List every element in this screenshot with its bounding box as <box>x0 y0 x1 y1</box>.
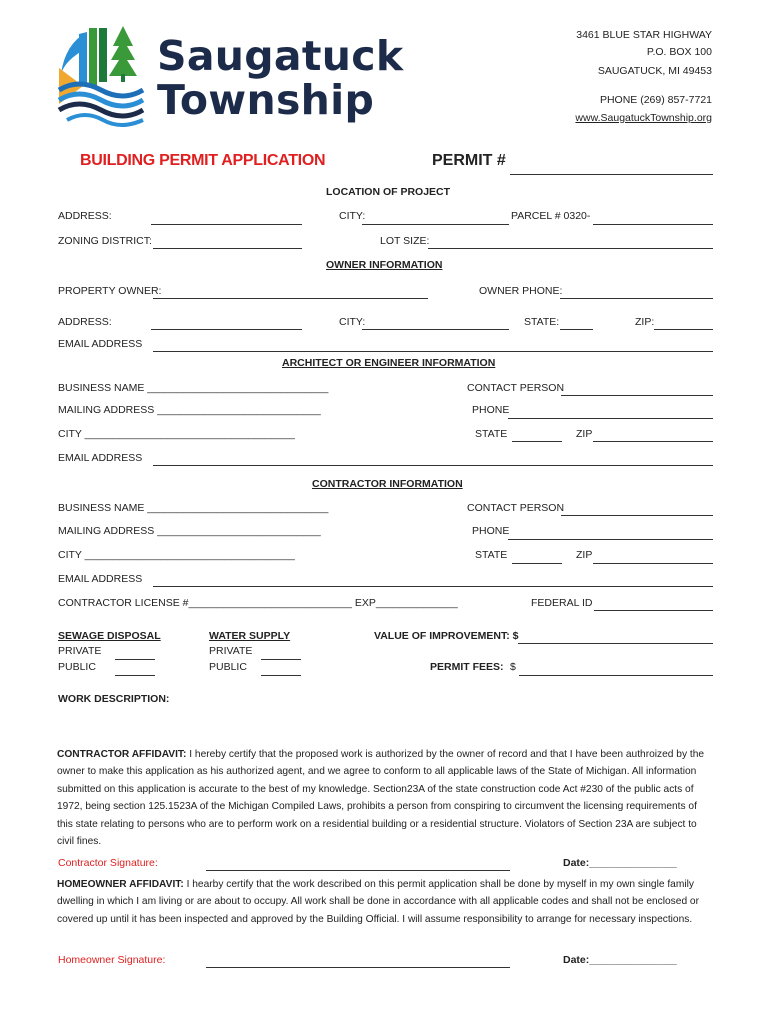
value-improvement-field[interactable] <box>518 643 713 644</box>
header-city-state: SAUGATUCK, MI 49453 <box>597 65 712 77</box>
water-heading: WATER SUPPLY <box>209 630 291 642</box>
owner-city-field[interactable] <box>362 329 509 330</box>
contractor-affidavit-text: I hereby certify that the proposed work is authorized by the owner of record and that I have been authroized by the owner to make this application as his authorized agent, and we agree to conform to all applicable laws of the State of Michigan. All information submitted on this application is accurate to the best of my knowledge. Section23A of the state construction code Act #230 of the public acts of 1972, being section 125.1523A of the Michigan Compiled Laws, prohibits a person from conspiring to circumvent the licensing requirements of this state relating to persons who are to perform work on a residential building or a residential structure. Violators of Section 23A are subject to civil fines. <box>57 749 705 848</box>
architect-business-name-field[interactable]: BUSINESS NAME _______________________________ <box>58 382 329 394</box>
township-logo-icon <box>57 24 145 128</box>
owner-address-field[interactable] <box>151 329 302 330</box>
owner-state-label: STATE: <box>524 316 560 328</box>
contractor-affidavit <box>57 746 713 850</box>
contractor-state-label: STATE <box>475 549 508 561</box>
contractor-signature-field[interactable] <box>206 870 510 871</box>
architect-phone-field[interactable] <box>508 418 713 419</box>
architect-phone-label: PHONE <box>472 404 510 416</box>
lot-size-label: LOT SIZE: <box>380 235 430 247</box>
sewage-heading: SEWAGE DISPOSAL <box>58 630 161 642</box>
parcel-field[interactable] <box>593 224 713 225</box>
location-address-label: ADDRESS: <box>58 210 112 222</box>
contractor-contact-field[interactable] <box>561 515 713 516</box>
sewage-private-field[interactable] <box>115 659 155 660</box>
architect-state-label: STATE <box>475 428 508 440</box>
water-public-label: PUBLIC <box>209 661 247 673</box>
homeowner-affidavit-text: I hearby certify that the work described on this permit application shall be done by myself in my own single family dwelling in which I am living or are about to occupy. All work shall be done in accordance with all applicable codes and shall not be enclosed or covered up until it has been inspected and approved by the Building Official. I will assume responsibility to arrange for necessary inspections. <box>57 879 699 925</box>
contractor-city-field[interactable]: CITY ____________________________________ <box>58 549 295 561</box>
water-private-label: PRIVATE <box>209 645 253 657</box>
architect-zip-field[interactable] <box>593 441 713 442</box>
water-private-field[interactable] <box>261 659 301 660</box>
contractor-business-name-field[interactable]: BUSINESS NAME _______________________________ <box>58 502 329 514</box>
architect-state-field[interactable] <box>512 441 562 442</box>
homeowner-affidavit-label: HOMEOWNER AFFIDAVIT: <box>57 879 184 890</box>
property-owner-label: PROPERTY OWNER: <box>58 285 162 297</box>
work-description-field[interactable] <box>168 690 713 740</box>
sewage-public-label: PUBLIC <box>58 661 96 673</box>
architect-contact-field[interactable] <box>561 395 713 396</box>
location-city-field[interactable] <box>362 224 509 225</box>
contractor-email-label: EMAIL ADDRESS <box>58 573 143 585</box>
logo-line1: Saugatuck <box>157 32 404 80</box>
homeowner-signature-field[interactable] <box>206 967 510 968</box>
sewage-private-label: PRIVATE <box>58 645 102 657</box>
architect-contact-label: CONTACT PERSON <box>467 382 565 394</box>
homeowner-date-field[interactable]: Date:_______________ <box>563 954 677 966</box>
contractor-phone-label: PHONE <box>472 525 510 537</box>
water-public-field[interactable] <box>261 675 301 676</box>
architect-email-label: EMAIL ADDRESS <box>58 452 143 464</box>
permit-number-label: PERMIT # <box>432 152 506 169</box>
zoning-label: ZONING DISTRICT: <box>58 235 152 247</box>
federal-id-field[interactable] <box>594 610 713 611</box>
sewage-public-field[interactable] <box>115 675 155 676</box>
owner-heading: OWNER INFORMATION <box>326 259 443 271</box>
federal-id-label: FEDERAL ID <box>531 597 593 609</box>
location-address-field[interactable] <box>151 224 302 225</box>
zoning-field[interactable] <box>153 248 302 249</box>
permit-number-field[interactable] <box>510 174 713 175</box>
owner-city-label: CITY: <box>339 316 366 328</box>
homeowner-signature-label: Homeowner Signature: <box>58 954 166 966</box>
header-po-box: P.O. BOX 100 <box>646 46 712 58</box>
location-city-label: CITY: <box>339 210 366 222</box>
architect-mailing-address-field[interactable]: MAILING ADDRESS ____________________________ <box>58 404 321 416</box>
owner-zip-label: ZIP: <box>635 316 655 328</box>
permit-fees-label: PERMIT FEES: <box>430 661 504 673</box>
architect-email-field[interactable] <box>153 465 713 466</box>
contractor-zip-field[interactable] <box>593 563 713 564</box>
work-description-label: WORK DESCRIPTION: <box>58 693 170 705</box>
architect-city-field[interactable]: CITY ____________________________________ <box>58 428 295 440</box>
contractor-phone-field[interactable] <box>508 539 713 540</box>
value-improvement-label: VALUE OF IMPROVEMENT: $ <box>374 630 519 642</box>
lot-size-field[interactable] <box>428 248 713 249</box>
contractor-email-field[interactable] <box>153 586 713 587</box>
permit-fees-dollar: $ <box>510 661 516 673</box>
owner-phone-label: OWNER PHONE: <box>479 285 563 297</box>
parcel-label: PARCEL # 0320- <box>511 210 591 222</box>
permit-fees-field[interactable] <box>519 675 713 676</box>
contractor-zip-label: ZIP <box>576 549 593 561</box>
architect-zip-label: ZIP <box>576 428 593 440</box>
owner-email-label: EMAIL ADDRESS <box>58 338 143 350</box>
owner-phone-field[interactable] <box>560 298 713 299</box>
contractor-state-field[interactable] <box>512 563 562 564</box>
header-phone: PHONE (269) 857-7721 <box>599 94 712 106</box>
contractor-affidavit-label: CONTRACTOR AFFIDAVIT: <box>57 749 187 760</box>
homeowner-affidavit <box>57 876 713 928</box>
header-address: 3461 BLUE STAR HIGHWAY <box>576 29 712 41</box>
contractor-signature-label: Contractor Signature: <box>58 857 158 869</box>
contractor-contact-label: CONTACT PERSON <box>467 502 565 514</box>
header-website-link[interactable]: www.SaugatuckTownship.org <box>575 112 712 124</box>
contractor-date-field[interactable]: Date:_______________ <box>563 857 677 869</box>
contractor-license-field[interactable]: CONTRACTOR LICENSE #____________________________ EXP______________ <box>58 597 458 609</box>
owner-state-field[interactable] <box>560 329 593 330</box>
location-heading: LOCATION OF PROJECT <box>326 186 451 198</box>
property-owner-field[interactable] <box>153 298 428 299</box>
form-title: BUILDING PERMIT APPLICATION <box>80 152 326 169</box>
owner-address-label: ADDRESS: <box>58 316 112 328</box>
contractor-mailing-address-field[interactable]: MAILING ADDRESS ____________________________ <box>58 525 321 537</box>
owner-email-field[interactable] <box>153 351 713 352</box>
contractor-heading: CONTRACTOR INFORMATION <box>312 478 463 490</box>
logo-line2: Township <box>157 76 375 124</box>
architect-heading: ARCHITECT OR ENGINEER INFORMATION <box>282 357 496 369</box>
owner-zip-field[interactable] <box>654 329 713 330</box>
